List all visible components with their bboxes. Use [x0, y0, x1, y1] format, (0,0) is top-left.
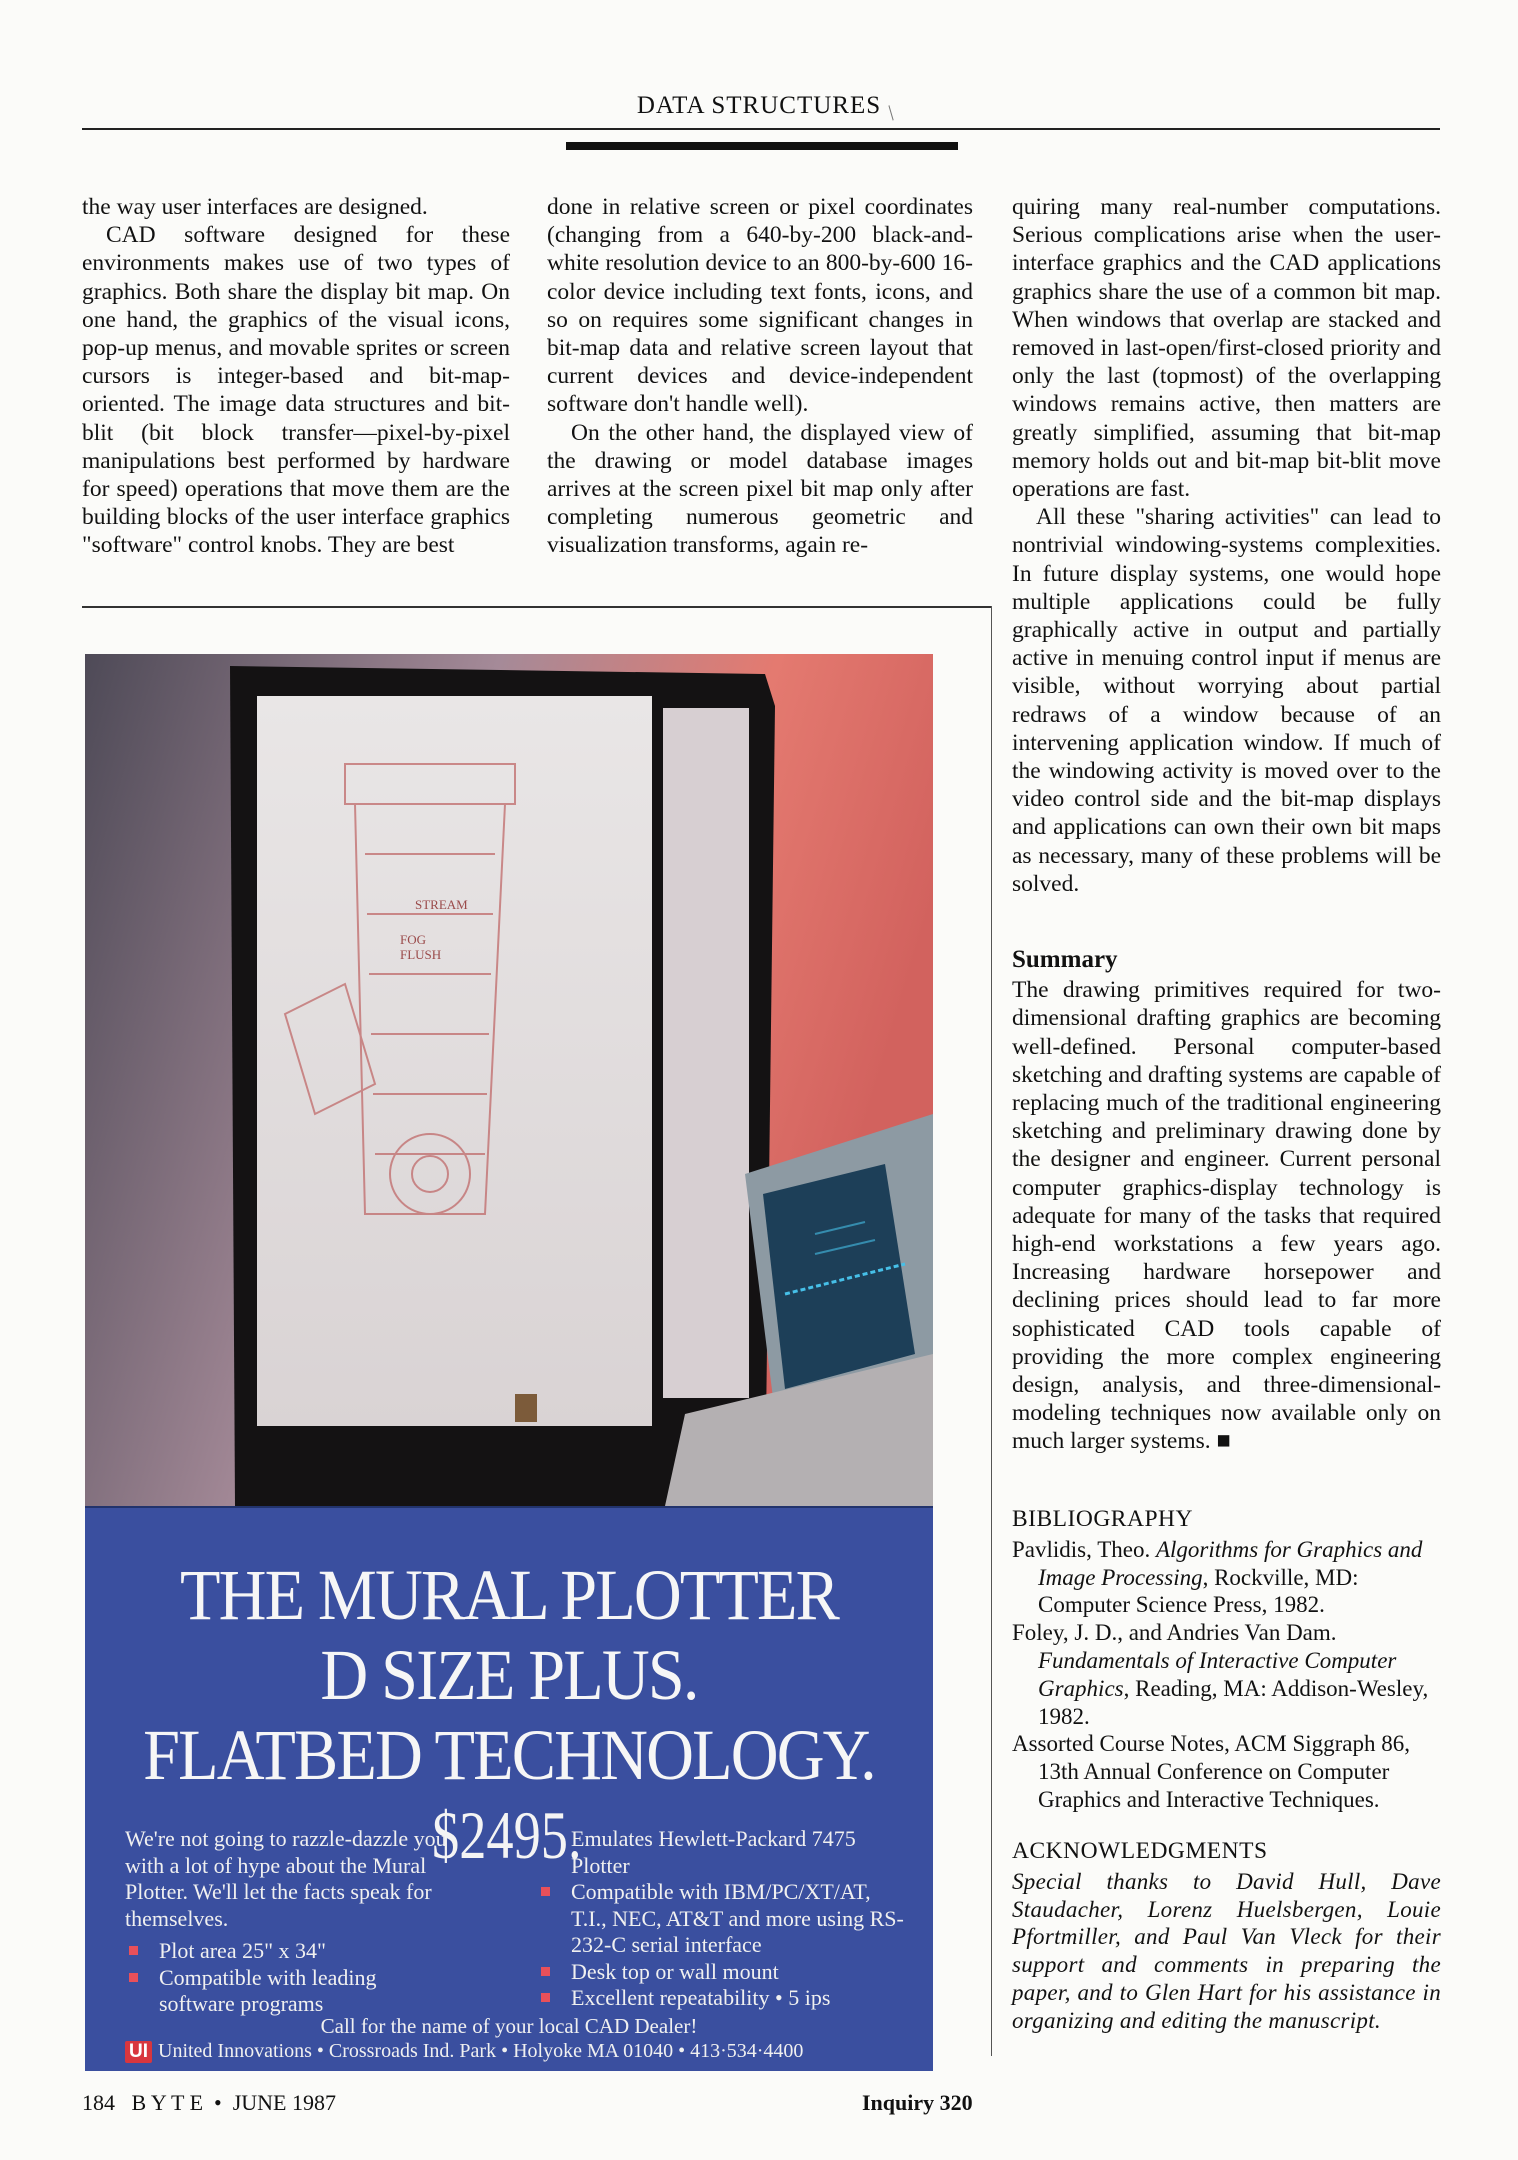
header-tick-mark: / — [881, 100, 901, 125]
paragraph: On the other hand, the displayed view of the drawing or model database images arrives at the screen pixel bit map only after completing numerous geometric and visualization transforms, again re- — [547, 419, 973, 559]
reference-item: Assorted Course Notes, ACM Siggraph 86, 13th Annual Conference on Computer Graphics and Interactive Techniques. — [1012, 1731, 1411, 1812]
reference-item: Foley, J. D., and Andries Van Dam. Fundamentals of Interactive Computer Graphics, Reading, MA: Addison-Wesley, 1982. — [1012, 1620, 1429, 1729]
acknowledgments-body: Special thanks to David Hull, Dave Staudacher, Lorenz Huelsbergen, Louie Pfortmiller, and Paul Van Vleck for their support and comments in preparing the paper, and to Glen Hart for his assistance in organizing and editing the manuscript. — [1012, 1868, 1441, 2033]
paragraph: done in relative screen or pixel coordinates (changing from a 640-by-200 black-and-white resolution device to an 800-by-600 16-color device including text fonts, icons, and so on requires some significant changes in bit-map data and relative screen layout that current devices and device-independent software don't handle well). — [547, 194, 973, 418]
list-item: Emulates Hewlett-Packard 7475 Plotter — [571, 1826, 856, 1878]
company-logo: UI — [125, 2041, 152, 2063]
drawing-label-fog: FOG — [400, 932, 427, 947]
ad-call-to-action: Call for the name of your local CAD Dealer! — [320, 2014, 698, 2038]
section-header: DATA STRUCTURES — [636, 92, 882, 119]
column-divider-rule — [82, 606, 992, 608]
text-column-3 — [1012, 193, 1441, 898]
list-item: Excellent repeatability • 5 ips — [537, 1985, 907, 2012]
ad-headline: D SIZE PLUS. — [320, 1635, 698, 1715]
ad-company-line: UI United Innovations • Crossroads Ind. Park • Holyoke MA 01040 • 413·534·4400 — [125, 2040, 803, 2063]
advertisement — [85, 654, 933, 2069]
plotter-photo-illustration — [85, 654, 933, 1506]
ad-price: $2495. — [432, 1797, 582, 1873]
paragraph: quiring many real-number computations. Serious complications arise when the user-interface graphics and the CAD applications graphics share the use of a common bit map. When windows that overlap are stacked and removed in last-open/first-closed priority and only the last (topmost) of the overlapping windows remains active, then matters are greatly simplified, assuming that bit-map memory holds out and bit-map bit-blit move operations are fast. — [1012, 194, 1441, 503]
plotter-photo — [85, 654, 933, 1506]
page-footer-folio: 184 B Y T E • JUNE 1987 — [82, 2090, 336, 2115]
text-column-2 — [547, 193, 973, 560]
list-item: Compatible with IBM/PC/XT/AT, T.I., NEC, AT&T and more using RS-232-C serial interface — [537, 1879, 907, 1959]
list-item: Desk top or wall mount — [537, 1959, 907, 1986]
ad-headline: THE MURAL PLOTTER — [179, 1555, 839, 1635]
drawing-label-stream: STREAM — [415, 897, 468, 912]
text-column-1 — [82, 193, 510, 560]
summary-body: The drawing primitives required for two-dimensional drafting graphics are becoming well-defined. Personal computer-based sketching and drafting systems are capable of replacing much of the traditional engineering sketching and preliminary drawing done by the designer and engineer. Current personal computer graphics-display technology is adequate for many of the tasks that required high-end workstations a few years ago. Increasing hardware horsepower and declining prices should lead to far more sophisticated CAD tools capable of providing the more complex engineering design, analysis, and three-dimensional-modeling techniques now available only on much larger systems. ■ — [1012, 977, 1441, 1455]
paragraph: CAD software designed for these environments makes use of two types of graphics. Both share the display bit map. On one hand, the graphics of the visual icons, pop-up menus, and movable sprites or screen cursors is integer-based and bit-map-oriented. The image data structures and bit-blit (bit block transfer—pixel-by-pixel manipulations best performed by hardware for speed) operations that move them are the building blocks of the user interface graphics "software" control knobs. They are best — [82, 222, 510, 559]
ad-intro-text: We're not going to razzle-dazzle you with a lot of hype about the Mural Plotter. We'll let the facts speak for themselves. — [125, 1826, 447, 1931]
header-bar — [566, 142, 958, 150]
list-item: Compatible with leading software programs — [125, 1965, 445, 2018]
acknowledgments-section — [1012, 1838, 1441, 2035]
paragraph: All these "sharing activities" can lead to nontrivial windowing-systems complexities. In future display systems, one would hope multiple applications could be fully graphically active in output and partially active in menuing control input if menus are visible, without worrying about partial redraws of a window because of an intervening application window. If much of the windowing activity is moved over to the video control side and the bit-map displays and applications can own their own bit maps as necessary, many of these problems will be solved. — [1012, 504, 1441, 897]
bibliography-heading: BIBLIOGRAPHY — [1012, 1506, 1193, 1532]
ad-feature-list-left — [125, 1938, 445, 2018]
ad-feature-list-right — [537, 1826, 907, 2012]
acknowledgments-heading: ACKNOWLEDGMENTS — [1012, 1838, 1268, 1864]
summary-heading: Summary — [1012, 946, 1118, 973]
summary-section — [1012, 946, 1441, 1456]
end-mark: ■ — [1216, 1428, 1231, 1455]
ad-copy-panel — [85, 1506, 933, 2071]
reference-item: Pavlidis, Theo. Algorithms for Graphics and Image Processing, Rockville, MD: Computer Science Press, 1982. — [1012, 1536, 1423, 1618]
bibliography-section — [1012, 1506, 1441, 1814]
drawing-label-flush: FLUSH — [400, 947, 442, 962]
ad-headline: FLATBED TECHNOLOGY. — [143, 1715, 875, 1795]
list-item: Plot area 25" x 34" — [125, 1938, 445, 1965]
paragraph: the way user interfaces are designed. — [82, 194, 428, 220]
header-rule — [82, 128, 1440, 130]
vertical-divider-rule — [991, 606, 992, 2056]
inquiry-number: Inquiry 320 — [862, 2090, 973, 2115]
